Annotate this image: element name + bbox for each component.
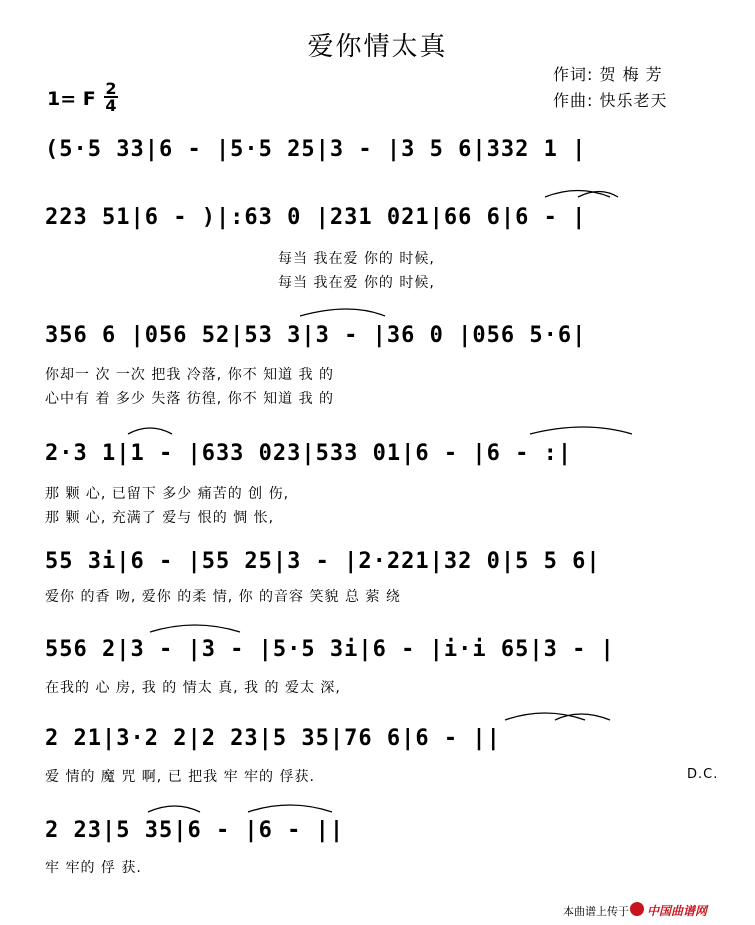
slur-mark [128, 428, 172, 434]
lyric-line-4b: 那 颗 心, 充满了 爱与 恨的 惆 怅, [45, 510, 275, 526]
lyric-line-6: 在我的 心 房, 我 的 情太 真, 我 的 爱太 深, [45, 680, 341, 696]
score-system-7: 2 21|3·2 2|2 23|5 35|76 6|6 - || [45, 726, 501, 751]
time-signature-top: 2 [105, 79, 117, 98]
slur-mark [150, 625, 240, 632]
score-system-4: 2·3 1|1 - |633 023|533 01|6 - |6 - :| [45, 441, 573, 466]
score-system-8: 2 23|5 35|6 - |6 - || [45, 818, 345, 843]
score-system-5: 55 3i|6 - |55 25|3 - |2·221|32 0|5 5 6| [45, 549, 601, 574]
site-logo-text[interactable]: 中国曲谱网 [647, 904, 708, 918]
time-signature-bottom: 4 [105, 96, 117, 115]
slur-mark [300, 309, 385, 316]
slur-mark [148, 806, 200, 812]
score-system-2: 223 51|6 - )|:63 0 |231 021|66 6|6 - | [45, 205, 587, 230]
lyric-line-7: 爱 情的 魔 咒 啊, 已 把我 牢 牢的 俘获. [45, 769, 315, 785]
lyric-line-2b: 每当 我在爱 你的 时候, [278, 275, 435, 291]
upload-source-text: 本曲谱上传于 [563, 905, 629, 918]
score-system-6: 556 2|3 - |3 - |5·5 3i|6 - |i·i 65|3 - | [45, 637, 615, 662]
song-title: 爱你情太真 [307, 32, 448, 62]
score-system-1: (5·5 33|6 - |5·5 25|3 - |3 5 6|332 1 | [45, 137, 587, 162]
da-capo-mark: D.C. [687, 767, 719, 782]
lyric-line-3b: 心中有 着 多少 失落 彷徨, 你不 知道 我 的 [45, 391, 335, 407]
lyric-line-4a: 那 颗 心, 已留下 多少 痛苦的 创 伤, [45, 486, 290, 502]
slur-mark [578, 192, 618, 198]
lyric-line-2a: 每当 我在爱 你的 时候, [278, 251, 435, 267]
slur-mark [248, 805, 332, 812]
lyric-line-8: 牢 牢的 俘 获. [45, 860, 142, 876]
site-logo-icon [630, 902, 644, 916]
lyric-line-5: 爱你 的香 吻, 爱你 的柔 情, 你 的音容 笑貌 总 萦 绕 [45, 589, 401, 605]
composer-credit: 作曲: 快乐老天 [553, 91, 668, 110]
lyricist-credit: 作词: 贺 梅 芳 [553, 65, 663, 84]
slur-mark [530, 427, 632, 434]
score-system-3: 356 6 |056 52|53 3|3 - |36 0 |056 5·6| [45, 323, 587, 348]
key-signature: 1= F [47, 88, 96, 110]
lyric-line-3a: 你却一 次 一次 把我 冷落, 你不 知道 我 的 [45, 367, 335, 383]
